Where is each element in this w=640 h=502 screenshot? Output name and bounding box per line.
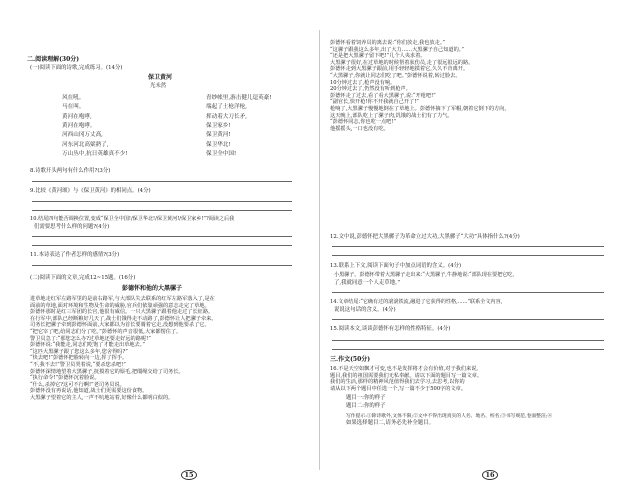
question-13: 13.联系上下文,阅读下面句子中加点词语的含义。(4分) bbox=[330, 263, 462, 269]
story-line: 大黑骡子很好,在过草地的时候帮着驮伤员,走了很远很远的路。 bbox=[330, 59, 474, 66]
answer-line[interactable] bbox=[332, 255, 604, 256]
answer-line[interactable] bbox=[32, 201, 292, 202]
question-15: 15.阅读本文,谈谈彭德怀有怎样的性格特征。(4分) bbox=[330, 326, 451, 332]
story-line: 彭德怀走到大黑骡子跟前,用手轻轻地摸着它,久久不肯离开。 bbox=[330, 66, 469, 73]
question-8: 8.诗歌开头两句有什么作用?(3分) bbox=[30, 168, 111, 174]
poem-line: 风在吼。 bbox=[62, 95, 85, 101]
page-number: 16 bbox=[482, 470, 498, 480]
question-14: 14.文章结尾:“它确有过的滚滚铁流,融进了它获得的性格,......”联系全文内容, bbox=[330, 299, 503, 305]
poem-line: 保卫华北! bbox=[206, 141, 231, 148]
poem-line: 保卫全中国! bbox=[206, 150, 237, 157]
writing-hint-cont: 如果选择题目二,请务必先补全题目。 bbox=[346, 420, 434, 426]
section-title: 二.阅读理解(30分) bbox=[27, 56, 80, 63]
question-13-quote: 小黑骡子。彭德怀带着大黑骡子走出来:“大黑骡子,牛静地说:“部队现在要把它吃, bbox=[334, 272, 514, 278]
question-13-quote-cont: 了,我就同意一个人走草地。” bbox=[334, 280, 401, 286]
story-line: 面前的草地,面对环境和生物及生命的威胁,官兵们依靠顽强的意志走完了草地。 bbox=[30, 302, 210, 309]
answer-line[interactable] bbox=[32, 245, 292, 246]
question-16-line: 我们的生活,那样的精神风范值得我们去学习,去思考,以你的 bbox=[330, 379, 465, 386]
question-16-line: 题目,我们的祖国需要我们无私奉献。请以下面的题目写一篇文章。 bbox=[330, 372, 483, 379]
answer-line[interactable] bbox=[332, 246, 604, 247]
poem-author: 光未然 bbox=[150, 83, 167, 89]
poem-line: 河东河北高粱熟了, bbox=[62, 141, 109, 148]
story-line: “副官长,快开枪!你不开我就自己开了!” bbox=[330, 99, 419, 106]
question-11: 11.本诗表达了作者怎样的感情?(3分) bbox=[30, 252, 120, 258]
part1-intro: (一)阅读下面的诗歌,完成练习。(14分) bbox=[30, 65, 123, 71]
topic-1: 题目一:你的样子 bbox=[346, 395, 386, 401]
question-12: 12.文中说,彭德怀把大黑骡子为革命立过大功,大黑骡子“大功”具体指什么?(4分) bbox=[330, 234, 520, 240]
question-16 bbox=[330, 366, 482, 392]
story-line: 这天晚上,部队吃上了骡子肉,饥饿的战士们有了力气。 bbox=[330, 112, 453, 119]
answer-line[interactable] bbox=[32, 181, 292, 182]
story-line: “执行命令!”彭德怀沉着脸说。 bbox=[30, 375, 100, 382]
poem-line: 黄河在咆哮。 bbox=[62, 122, 96, 129]
story-line: 大黑骡子望着它的主人,一声不吭地站着,好像什么都明白似的。 bbox=[30, 394, 174, 401]
poem-line: 端起了土枪洋枪, bbox=[206, 104, 247, 111]
story-line: 彭德怀看着饲养员的离去说:“你们放走,我也放走。” bbox=[330, 40, 446, 46]
part2-intro: (二)阅读下面的文章,完成12~15题。(16分) bbox=[30, 275, 136, 281]
poem-title: 保卫黄河 bbox=[148, 74, 173, 81]
story-text bbox=[30, 296, 217, 402]
story-line: 枪响了,大黑骡子慢慢地倒在了草地上。彭德怀摘下了军帽,朝着它倒下的方向。 bbox=[330, 105, 510, 112]
answer-line[interactable] bbox=[332, 349, 604, 350]
question-16-line: 16.不是天空如飘才可变,也不是发挥将才会有价值,对于我们来说, bbox=[330, 366, 479, 372]
answer-line[interactable] bbox=[332, 340, 604, 341]
page-number: 15 bbox=[181, 470, 197, 480]
answer-line[interactable] bbox=[332, 292, 604, 293]
story-line: 彭德怀没有再说话,他知道,战士们更需要这份食物。 bbox=[30, 388, 148, 395]
story-line: 进草地走红军左路军里的是前右路军,与大部队失去联系的红军左路军落入了,是在 bbox=[30, 296, 215, 302]
story-line: 在行军中,部队已经断粮好几天了,战士们饿得走不动路了,彭德怀让人把骡子牵来。 bbox=[30, 315, 217, 322]
answer-line[interactable] bbox=[32, 236, 292, 237]
poem-line: 万山丛中,抗日英雄真不少! bbox=[62, 150, 128, 157]
story-line: “还是把大黑骡子留下吧!”几个人央求着。 bbox=[330, 53, 426, 60]
page-right bbox=[320, 0, 640, 502]
poem-line: 马在叫。 bbox=[62, 104, 85, 111]
poem-line: 保卫家乡! bbox=[206, 122, 231, 129]
poem-line: 青纱帐里,游击健儿逞英豪! bbox=[206, 95, 272, 101]
story-line: “这骡子跟我这么多年,出了大力……大黑骡子自己知道的。” bbox=[330, 46, 465, 53]
story-line: 彭德怀说:“我能走,同志们吃饱了才能走出草地去。” bbox=[30, 342, 146, 349]
writing-hint: 写作提示:①除诗歌外,文体不限;②文中不得出现真实的人名、地名、校名;③书写规范,卷面整洁;④ bbox=[346, 414, 553, 419]
story-line: 警卫员急了:“那您怎么办?过草地还要走好远的路呢!” bbox=[30, 335, 151, 342]
question-16-line: 请从以下两个题目中任选一个,写一篇不少于500字的文章。 bbox=[330, 385, 467, 392]
question-10-cont: 们需要思考什么样的问题?(4分) bbox=[34, 224, 110, 230]
story-title: 彭德怀和他的大黑骡子 bbox=[122, 285, 183, 292]
story-line: 彭德怀走了过去,看了看大黑骡子,说:“开枪吧!” bbox=[330, 92, 436, 99]
story-line: “把它宰了吧,给同志们分了吃。”彭德怀的声音很低,大家都愣住了。 bbox=[30, 328, 182, 335]
story-line: 彭德怀那时是红三军团的长官,他很有威信。一只大黑骡子跟着他走过了长征路。 bbox=[30, 309, 214, 316]
answer-line[interactable] bbox=[32, 210, 292, 211]
story-text-continued bbox=[330, 40, 510, 132]
poem-line: 保卫黄河! bbox=[206, 132, 231, 139]
story-line: “什么,杀掉它?这可不行啊!”老司务员说。 bbox=[30, 381, 125, 388]
question-14-cont: 说说这句话的含义。(4分) bbox=[334, 307, 396, 313]
story-line: “不,我不去!”警卫员哭着说,“要杀您杀吧!” bbox=[30, 361, 126, 368]
topic-2: 题目二:你的样子 bbox=[346, 403, 386, 409]
story-line: “大黑骡子,你就让同志们吃了吧。”彭德怀说着,转过脸去。 bbox=[330, 72, 461, 79]
story-line: “快去吧!”彭德怀把脸转向一边,挥了挥手。 bbox=[30, 355, 128, 362]
story-line: 10分钟过去了,枪声没有响。 bbox=[330, 79, 396, 86]
story-line: “这匹大黑骡子跟了您这么多年,您舍得吗?” bbox=[30, 348, 128, 355]
question-9: 9.比较《黄河颂》与《保卫黄河》的相同点。(4分) bbox=[30, 188, 151, 194]
story-line: 他摇摇头,一口也没有吃。 bbox=[330, 125, 389, 132]
story-line: 司务长把骡子牵到彭德怀面前,大家都以为首长要骑着它走,没想到他要杀了它。 bbox=[30, 322, 210, 329]
question-10: 10.结尾四句能否调换位置,变成“保卫全中国!/保卫华北!/保卫黄河!/保卫家乡!”?阅读之后我 bbox=[30, 216, 235, 222]
story-line: 20分钟过去了,仍然没有听到枪声。 bbox=[330, 86, 411, 93]
story-line: 彭德怀深情地望着大黑骡子,抚摸着它的鬃毛,把缰绳交给了司务长。 bbox=[30, 368, 184, 375]
answer-line[interactable] bbox=[332, 319, 604, 320]
poem-line: 挥动着大刀长矛, bbox=[206, 113, 247, 120]
story-line: “彭德怀同志,你也吃一点吧!” bbox=[330, 119, 397, 126]
poem-line: 河西山冈万丈高, bbox=[62, 132, 103, 139]
answer-line[interactable] bbox=[32, 265, 292, 266]
poem-line: 黄河在咆哮, bbox=[62, 113, 92, 120]
section-3-title: 三.作文(50分) bbox=[330, 356, 371, 363]
